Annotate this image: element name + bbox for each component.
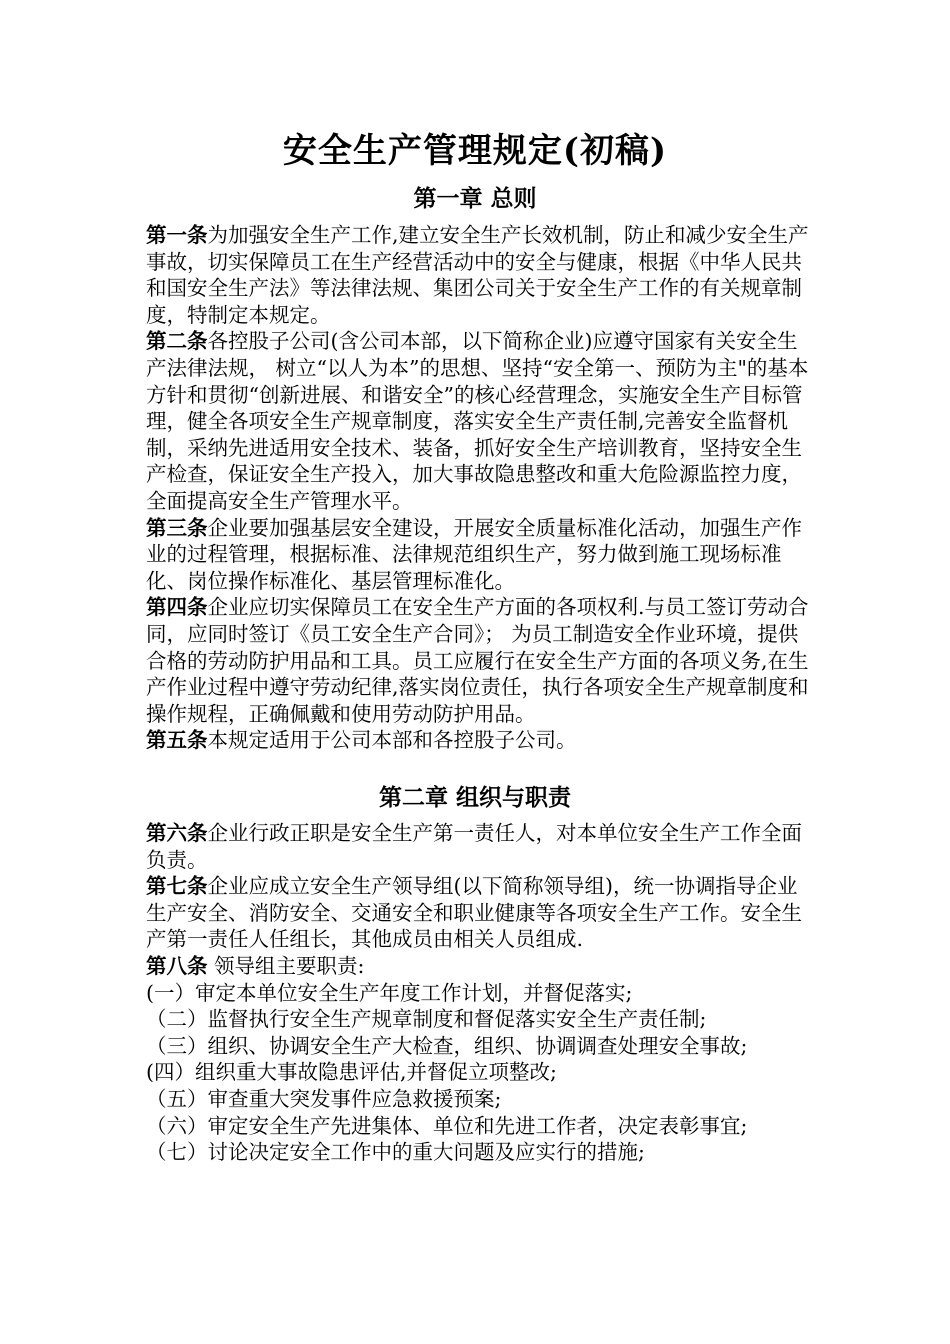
article-text: 企业要加强基层安全建设，开展安全质量标准化活动，加强生产作业的过程管理，根据标准、法律规范组织生产，努力做到施工现场标准化、岗位操作标准化、基层管理标准化。 [146,515,802,593]
article-label: 第八条 [146,953,208,978]
article-text: 领导组主要职责: [207,953,365,978]
duty-item-1: (一）审定本单位安全生产年度工作计划，并督促落实; [146,980,633,1005]
chapter-1-body [146,222,814,754]
chapter-1-title: 第一章 总则 [413,185,537,212]
chapter-2-body [146,820,814,1166]
article-3 [146,515,814,595]
article-text: 企业应成立安全生产领导组(以下简称领导组)，统一协调指导企业生产安全、消防安全、交通安全和职业健康等各项安全生产工作。安全生产第一责任人任组长，其他成员由相关人员组成. [146,874,802,952]
article-label: 第四条 [146,595,208,620]
article-text: 本规定适用于公司本部和各控股子公司。 [207,728,577,753]
article-label: 第二条 [146,329,208,354]
article-7 [146,873,814,953]
article-label: 第一条 [146,223,208,247]
article-label: 第七条 [146,874,208,899]
duty-item-2: （二）监督执行安全生产规章制度和督促落实安全生产责任制; [146,1007,707,1032]
chapter-2-title: 第二章 组织与职责 [378,784,571,811]
article-5 [146,727,814,754]
article-2 [146,328,814,514]
document-title: 安全生产管理规定(初稿) [282,131,668,171]
duty-item-3: （三）组织、协调安全生产大检查，组织、协调调查处理安全事故; [146,1033,748,1058]
article-text: 企业应切实保障员工在安全生产方面的各项权利.与员工签订劳动合同，应同时签订《员工安全生产合同》； 为员工制造安全作业环境，提供合格的劳动防护用品和工具。员工应履行在安全生产方面的各项义务,在生产作业过程中遵守劳动纪律,落实岗位责任，执行各项安全生产规章制度和操作规程，正确佩戴和使用劳动防护用品。 [146,595,809,726]
article-text: 企业行政正职是安全生产第一责任人，对本单位安全生产工作全面负责。 [146,821,802,872]
article-6 [146,820,814,873]
article-text: 各控股子公司(含公司本部，以下简称企业)应遵守国家有关安全生产法律法规， 树立“以人为本”的思想、坚持“安全第一、预防为主"的基本方针和贯彻“创新进展、和谐安全”的核心经营理念，实施安全生产目标管理，健全各项安全生产规章制度，落实安全生产责任制,完善安全监督机制，采纳先进适用安全技术、装备，抓好安全生产培训教育，坚持安全生产检查，保证安全生产投入，加大事故隐患整改和重大危险源监控力度，全面提高安全生产管理水平。 [146,329,809,513]
duty-item-4: (四）组织重大事故隐患评估,并督促立项整改; [146,1060,557,1085]
article-4 [146,594,814,727]
duty-item-5: （五）审查重大突发事件应急救援预案; [146,1086,502,1111]
article-text: 为加强安全生产工作,建立安全生产长效机制，防止和减少安全生产事故，切实保障员工在生产经营活动中的安全与健康，根据《中华人民共和国安全生产法》等法律法规、集团公司关于安全生产工作的有关规章制度，特制定本规定。 [146,223,809,327]
article-label: 第三条 [146,515,208,540]
article-1 [146,222,814,328]
article-label: 第五条 [146,728,208,753]
article-8 [146,953,814,980]
duty-item-6: （六）审定安全生产先进集体、单位和先进工作者，决定表彰事宜; [146,1113,748,1138]
duty-item-7: （七）讨论决定安全工作中的重大问题及应实行的措施; [146,1140,645,1165]
article-label: 第六条 [146,821,208,845]
